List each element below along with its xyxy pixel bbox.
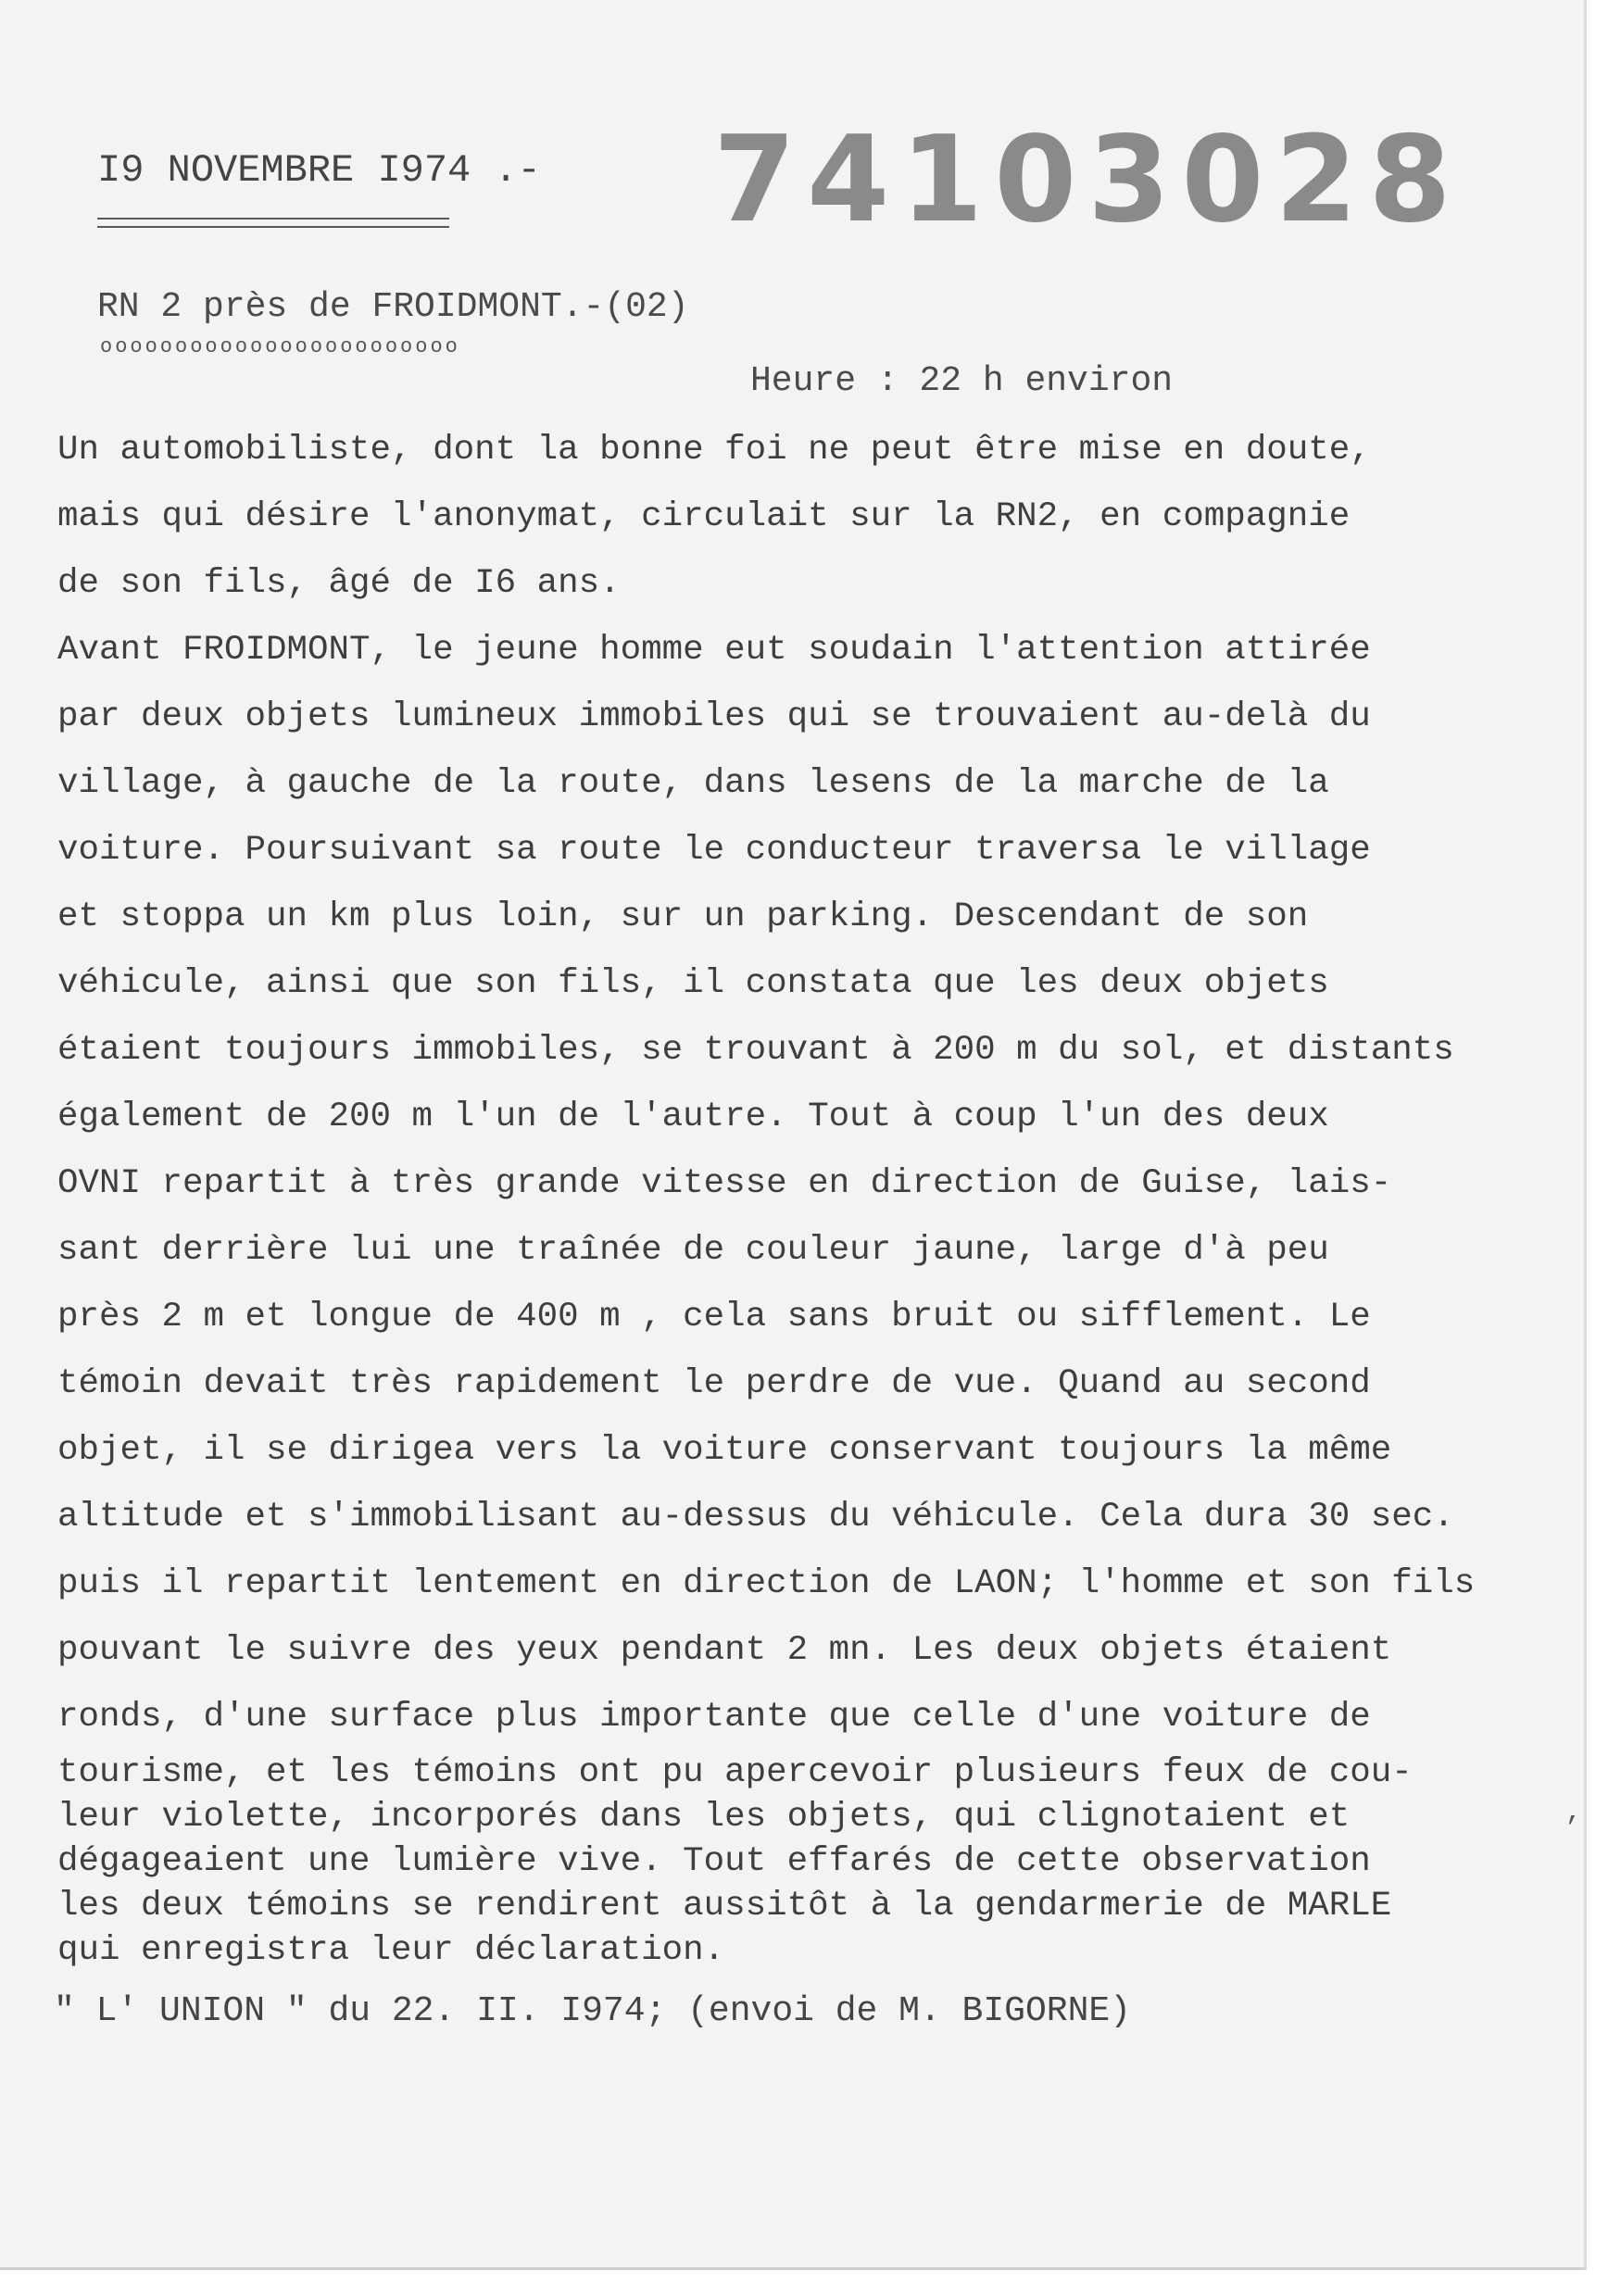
source-citation: " L' UNION " du 22. II. I974; (envoi de M. BIGORNE)	[54, 1991, 1131, 2031]
body-line: témoin devait très rapidement le perdre de vue. Quand au second	[57, 1364, 1371, 1403]
body-line: voiture. Poursuivant sa route le conducteur traversa le village	[57, 831, 1371, 870]
reference-stamp-number: 74103028	[713, 111, 1463, 249]
body-line: objet, il se dirigea vers la voiture conservant toujours la même	[57, 1431, 1392, 1470]
scan-margin-right	[1587, 0, 1621, 2296]
body-line: par deux objets lumineux immobiles qui se trouvaient au-delà du	[57, 697, 1371, 736]
body-line: les deux témoins se rendirent aussitôt à la gendarmerie de MARLE	[57, 1887, 1392, 1926]
body-line: également de 200 m l'un de l'autre. Tout à coup l'un des deux	[57, 1098, 1329, 1136]
body-line: pouvant le suivre des yeux pendant 2 mn. Les deux objets étaient	[57, 1631, 1392, 1670]
date-underline-second	[97, 226, 449, 228]
location-underline: oooooooooooooooooooooooo	[100, 335, 460, 358]
body-line: dégageaient une lumière vive. Tout effarés de cette observation	[57, 1842, 1371, 1881]
body-line: sant derrière lui une traînée de couleur jaune, large d'à peu	[57, 1231, 1329, 1270]
body-line: près 2 m et longue de 400 m , cela sans bruit ou sifflement. Le	[57, 1298, 1371, 1336]
report-body	[57, 417, 1558, 1973]
time-of-event: Heure : 22 h environ	[750, 361, 1174, 401]
body-line: étaient toujours immobiles, se trouvant à 200 m du sol, et distants	[57, 1031, 1454, 1070]
body-line: leur violette, incorporés dans les objets, qui clignotaient et	[57, 1798, 1351, 1837]
body-line: altitude et s'immobilisant au-dessus du véhicule. Cela dura 30 sec.	[57, 1498, 1454, 1537]
body-line: mais qui désire l'anonymat, circulait sur la RN2, en compagnie	[57, 497, 1351, 536]
body-line: tourisme, et les témoins ont pu apercevoir plusieurs feux de cou-	[57, 1753, 1413, 1792]
scan-margin-bottom	[0, 2270, 1621, 2296]
body-line: de son fils, âgé de I6 ans.	[57, 564, 621, 603]
body-line: qui enregistra leur déclaration.	[57, 1931, 725, 1970]
body-line: puis il repartit lentement en direction de LAON; l'homme et son fils	[57, 1564, 1476, 1603]
body-line: Un automobiliste, dont la bonne foi ne peut être mise en doute,	[57, 431, 1371, 470]
date-underline	[97, 218, 449, 220]
margin-tick-mark: ,	[1565, 1797, 1583, 1828]
body-line: village, à gauche de la route, dans lesens de la marche de la	[57, 764, 1329, 803]
body-line: Avant FROIDMONT, le jeune homme eut soudain l'attention attirée	[57, 631, 1371, 670]
body-line: véhicule, ainsi que son fils, il constata que les deux objets	[57, 964, 1329, 1003]
body-line: ronds, d'une surface plus importante que celle d'une voiture de	[57, 1698, 1371, 1737]
document-date: I9 NOVEMBRE I974 .-	[97, 148, 541, 193]
body-line: OVNI repartit à très grande vitesse en direction de Guise, lais-	[57, 1164, 1392, 1203]
location-heading: RN 2 près de FROIDMONT.-(02)	[97, 287, 689, 327]
body-line: et stoppa un km plus loin, sur un parking. Descendant de son	[57, 897, 1309, 936]
